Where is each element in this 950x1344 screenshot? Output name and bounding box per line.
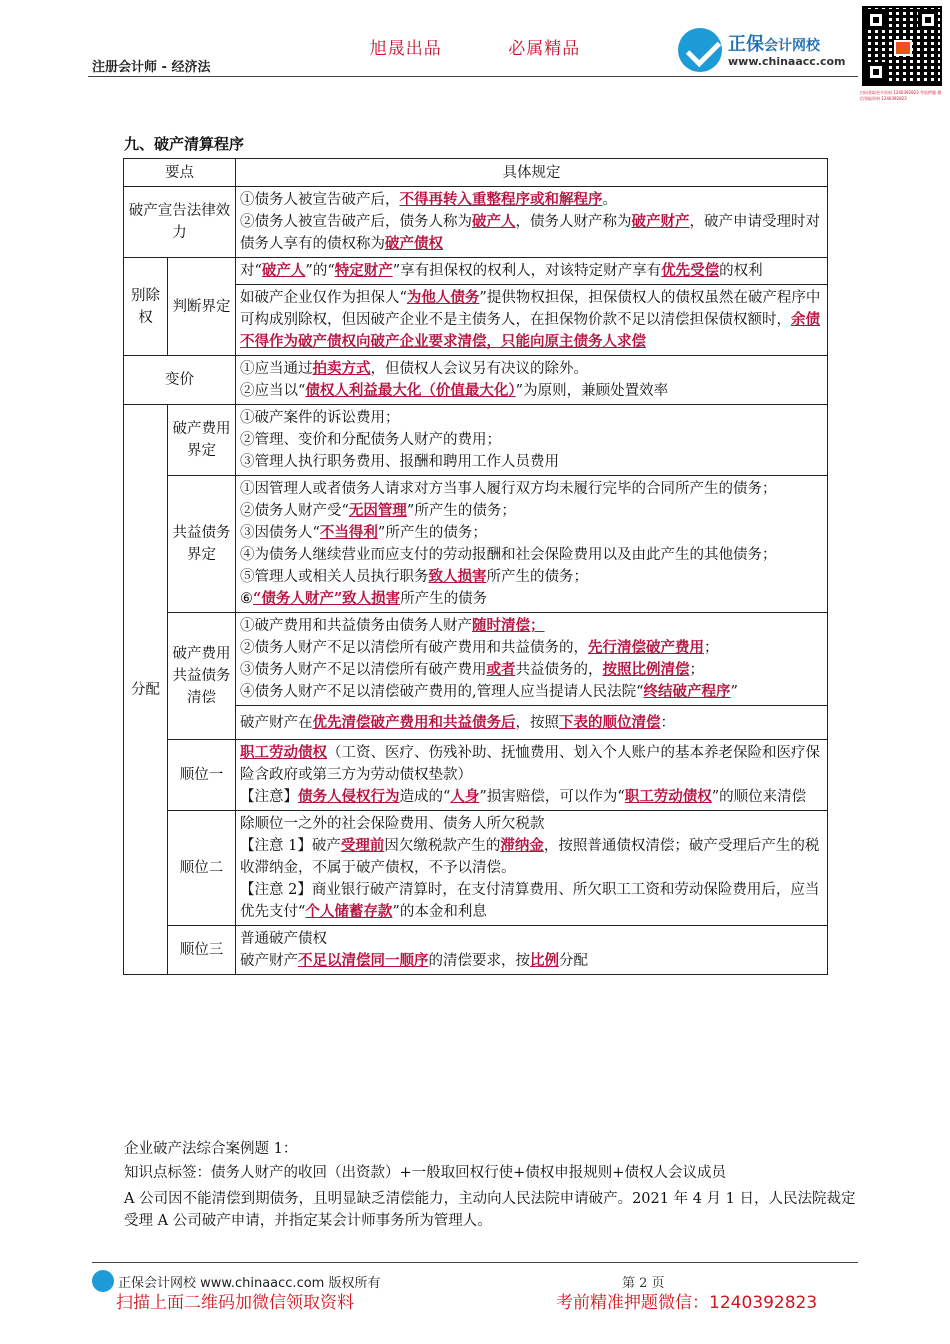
col-header-key-points: 要点 — [124, 159, 236, 187]
row-content: 普通破产债权 破产财产不足以清偿同一顺序的清偿要求，按比例分配 — [236, 926, 828, 975]
footer-copyright: 正保会计网校 www.chinaacc.com 版权所有 — [118, 1276, 381, 1291]
table-row — [124, 187, 828, 258]
row-content: 如破产企业仅作为担保人“为他人债务”提供物权担保，担保债权人的债权虽然在破产程序中可构成别除权，但因破产企业不是主债务人，在担保物价款不足以清偿担保债权额时，余债不得作为破产债权向破产企业要求清偿，只能向原主债务人求偿 — [236, 285, 828, 356]
table-row — [124, 740, 828, 811]
table-row — [124, 613, 828, 706]
col-header-provisions: 具体规定 — [236, 159, 828, 187]
logo-url: www.chinaacc.com — [728, 55, 846, 68]
table-row — [124, 926, 828, 975]
table-row — [124, 405, 828, 476]
page-number: 第 2 页 — [622, 1276, 665, 1291]
row-content: 除顺位一之外的社会保险费用、债务人所欠税款 【注意 1】破产受理前因欠缴税款产生的滞纳金，按照普通债权清偿；破产受理后产生的税收滞纳金，不属于破产债权，不予以清偿。 【注意 2】商业银行破产清算时，在支付清算费用、所欠职工工资和劳动保险费用后，应当优先支付“个人储蓄存款”的本金和利息 — [236, 811, 828, 926]
qr-code-icon — [862, 6, 942, 86]
logo-name: 正保会计网校 — [728, 34, 820, 55]
row-label: 分配 — [124, 405, 168, 975]
table-row — [124, 258, 828, 285]
case-paragraph: A 公司因不能清偿到期债务，且明显缺乏清偿能力，主动向人民法院申请破产。2021 年 4 月 1 日，人民法院裁定受理 A 公司破产申请，并指定某会计师事务所为管理人。 — [124, 1191, 856, 1229]
row-content: ①破产案件的诉讼费用； ②管理、变价和分配债务人财产的费用； ③管理人执行职务费用、报酬和聘用工作人员费用 — [236, 405, 828, 476]
row-content: 对“破产人”的“特定财产”享有担保权的权利人，对该特定财产享有优先受偿的权利 — [236, 258, 828, 285]
sub-row-label: 顺位二 — [168, 811, 236, 926]
footer-promo-left: 扫描上面二维码加微信领取资料 — [116, 1293, 354, 1313]
header-divider — [88, 76, 858, 77]
slogan-left: 旭晟出品 — [369, 39, 442, 59]
section-title: 九、破产清算程序 — [124, 135, 245, 153]
row-label: 破产宣告法律效力 — [124, 187, 236, 258]
row-label: 别除权 — [124, 258, 168, 356]
sub-row-label: 破产费用共益债务清偿 — [168, 613, 236, 740]
row-content: 职工劳动债权（工资、医疗、伤残补助、抚恤费用、划入个人账户的基本养老保险和医疗保险含政府或第三方为劳动债权垫款） 【注意】债务人侵权行为造成的“人身”损害赔偿，可以作为“职工劳动债权”的顺位来清偿 — [236, 740, 828, 811]
table-row — [124, 476, 828, 613]
logo-name-sub: 会计网校 — [764, 38, 820, 54]
qr-caption: 扫码获取更多资料 1240392823 考前押题 微信领取资料 1240392823 — [860, 90, 942, 101]
case-tags: 知识点标签：债务人财产的收回（出资款）+一般取回权行使+债权申报规则+债权人会议成员 — [124, 1165, 726, 1181]
row-content: 破产财产在优先清偿破产费用和共益债务后，按照下表的顺位清偿： — [236, 706, 828, 740]
case-title: 企业破产法综合案例题 1： — [124, 1141, 298, 1157]
row-content: ①破产费用和共益债务由债务人财产随时清偿； ②债务人财产不足以清偿所有破产费用和共益债务的，先行清偿破产费用； ③债务人财产不足以清偿所有破产费用或者共益债务的，按照比例清偿； ④债务人财产不足以清偿破产费用的,管理人应当提请人民法院“终结破产程序” — [236, 613, 828, 706]
row-label: 变价 — [124, 356, 236, 405]
sub-row-label: 判断界定 — [168, 258, 236, 356]
table-row — [124, 356, 828, 405]
row-content: ①因管理人或者债务人请求对方当事人履行双方均未履行完毕的合同所产生的债务； ②债务人财产受“无因管理”所产生的债务； ③因债务人“不当得利”所产生的债务； ④为债务人继续营业而应支付的劳动报酬和社会保险费用以及由此产生的其他债务； ⑤管理人或相关人员执行职务致人损害所产生的债务； ⑥“债务人财产”致人损害所产生的债务 — [236, 476, 828, 613]
brand-logo — [678, 28, 858, 72]
sub-row-label: 破产费用界定 — [168, 405, 236, 476]
checkmark-logo-icon — [678, 28, 722, 72]
sub-row-label: 共益债务界定 — [168, 476, 236, 613]
sub-row-label: 顺位一 — [168, 740, 236, 811]
doc-title: 注册会计师 - 经济法 — [92, 60, 211, 75]
table-row — [124, 811, 828, 926]
table-header-row — [124, 159, 828, 187]
footer-logo-icon — [92, 1270, 114, 1292]
bankruptcy-table — [123, 158, 828, 975]
footer-promo-right: 考前精准押题微信：1240392823 — [556, 1293, 818, 1313]
slogan-right: 必属精品 — [508, 39, 581, 59]
row-content: ①应当通过拍卖方式，但债权人会议另有决议的除外。 ②应当以“债权人利益最大化（价值最大化）”为原则，兼顾处置效率 — [236, 356, 828, 405]
sub-row-label: 顺位三 — [168, 926, 236, 975]
footer-divider — [92, 1262, 858, 1263]
row-content: ①债务人被宣告破产后，不得再转入重整程序或和解程序。 ②债务人被宣告破产后，债务人称为破产人，债务人财产称为破产财产，破产申请受理时对债务人享有的债权称为破产债权 — [236, 187, 828, 258]
